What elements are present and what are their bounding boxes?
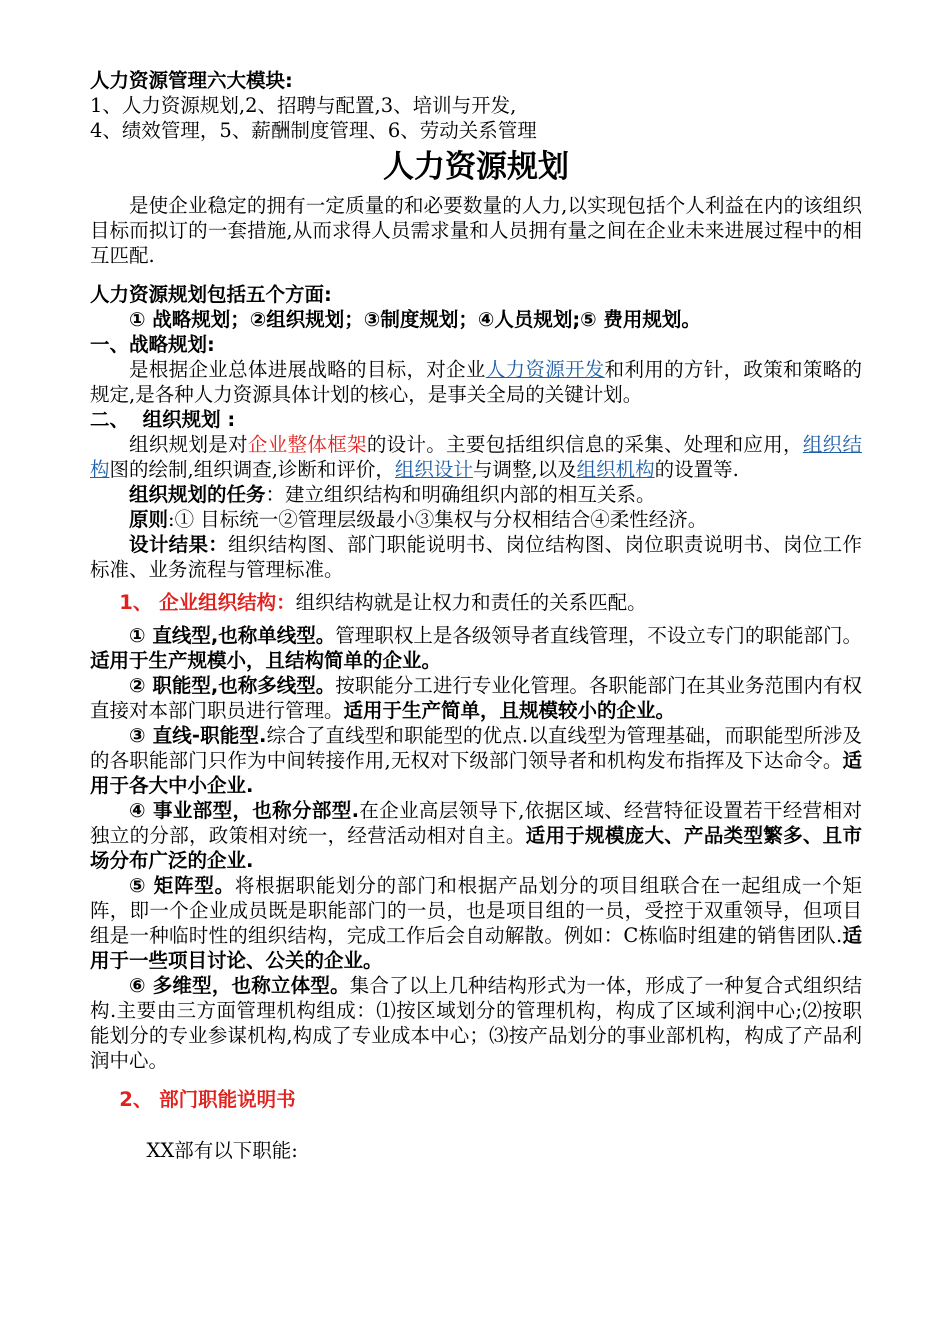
modules-heading: 人力资源管理六大模块:: [90, 69, 293, 92]
structure-type-item: [90, 798, 862, 873]
structure-type-label: ② 职能型,也称多线型。: [129, 674, 336, 697]
five-aspects-list: ① 战略规划；②组织规划；③制度规划；④人员规划;⑤ 费用规划。: [129, 308, 701, 331]
five-aspects-heading: 人力资源规划包括五个方面:: [90, 283, 332, 306]
structure-type-text: 管理职权上是各级领导者直线管理，不设立专门的职能部门。: [335, 624, 862, 647]
structure-type-item: [90, 673, 862, 723]
structure-type-label: ① 直线型,也称单线型。: [129, 624, 336, 647]
structure-type-label: ③ 直线-职能型.: [129, 724, 267, 747]
org-result: 设计结果：组织结构图、部门职能说明书、岗位结构图、岗位职责说明书、岗位工作标准、业务流程与管理标准。: [90, 533, 862, 581]
page-title: 人力资源规划: [383, 149, 569, 185]
strategy-paragraph: 是根据企业总体进展战略的目标，对企业人力资源开发和利用的方针，政策和策略的规定,是各种人力资源具体计划的核心，是事关全局的关键计划。: [90, 358, 862, 406]
hr-development-link[interactable]: 人力资源开发: [485, 358, 605, 381]
org-task: 组织规划的任务：建立组织结构和明确组织内部的相互关系。: [129, 483, 656, 506]
structure-type-item: [90, 723, 862, 798]
structure-type-item: [90, 873, 862, 973]
structure-types-list: [90, 623, 862, 1073]
section-2-heading: 2、 部门职能说明书: [119, 1088, 296, 1111]
org-institution-link[interactable]: 组织机构: [576, 458, 655, 481]
structure-type-text: 按职能分工进行专业化管理。各职能部门在其业务范围内有权直接对本部门职员进行管理。: [90, 674, 862, 722]
structure-type-label: ⑤ 矩阵型。: [129, 874, 235, 897]
structure-type-text: 集合了以上几种结构形式为一体，形成了一种复合式组织结构.主要由三方面管理机构组成：⑴按区域划分的管理机构，构成了区域利润中心;⑵按职能划分的专业参谋机构,构成了专业成本中心；⑶按产品划分的事业部机构，构成了产品利润中心。: [90, 974, 862, 1072]
structure-type-item: [90, 623, 862, 673]
structure-type-text: 将根据职能划分的部门和根据产品划分的项目组联合在一起组成一个矩阵，即一个企业成员既是职能部门的一员，也是项目组的一员，受控于双重领导，但项目组是一种临时性的组织结构，完成工作后会自动解散。例如：C栋临时组建的销售团队.: [90, 874, 862, 947]
section-1: 1、 企业组织结构：组织结构就是让权力和责任的关系匹配。: [119, 591, 647, 614]
structure-type-text: 综合了直线型和职能型的优点.以直线型为管理基础，而职能型所涉及的各职能部门只作为中间转接作用,无权对下级部门领导者和机构发布指挥及下达命令。: [90, 724, 862, 772]
org-principle: 原则:① 目标统一②管理层级最小③集权与分权相结合④柔性经济。: [129, 508, 708, 531]
org-structure-link[interactable]: 组织结构: [90, 433, 862, 481]
modules-line-1: 1、人力资源规划,2、招聘与配置,3、培训与开发,: [90, 94, 517, 117]
structure-type-suitable: 适用于各大中小企业.: [90, 749, 862, 797]
structure-type-suitable: 适用于生产简单，且规模较小的企业。: [343, 699, 676, 722]
definition-paragraph: 是使企业稳定的拥有一定质量的和必要数量的人力,以实现包括个人利益在内的该组织目标而拟订的一套措施,从而求得人员需求量和人员拥有量之间在企业未来进展过程中的相互匹配.: [90, 194, 862, 267]
org-paragraph: 组织规划是对企业整体框架的设计。主要包括组织信息的采集、处理和应用，组织结构图的绘制,组织调查,诊断和评价，组织设计与调整,以及组织机构的设置等.: [90, 433, 862, 481]
structure-type-label: ④ 事业部型，也称分部型.: [129, 799, 359, 822]
structure-type-label: ⑥ 多维型，也称立体型。: [129, 974, 350, 997]
section-1-heading: 1、 企业组织结构：: [119, 591, 296, 614]
structure-type-suitable: 适用于一些项目讨论、公关的企业。: [90, 924, 862, 972]
structure-type-item: [90, 973, 862, 1073]
document-page: [90, 68, 862, 1163]
org-design-link[interactable]: 组织设计: [394, 458, 473, 481]
strategy-heading: 一、战略规划:: [90, 333, 215, 356]
section-2-text: XX部有以下职能:: [146, 1139, 298, 1162]
enterprise-framework-text: 企业整体框架: [247, 433, 367, 456]
structure-type-suitable: 适用于生产规模小，且结构简单的企业。: [90, 649, 442, 672]
structure-type-suitable: 适用于规模庞大、产品类型繁多、且市场分布广泛的企业.: [90, 824, 862, 872]
org-heading: 二、 组织规划 :: [90, 408, 236, 431]
structure-type-text: 在企业高层领导下,依据区域、经营特征设置若干经营相对独立的分部，政策相对统一，经营活动相对自主。: [90, 799, 862, 847]
modules-line-2: 4、绩效管理，5、薪酬制度管理、6、劳动关系管理: [90, 119, 537, 142]
